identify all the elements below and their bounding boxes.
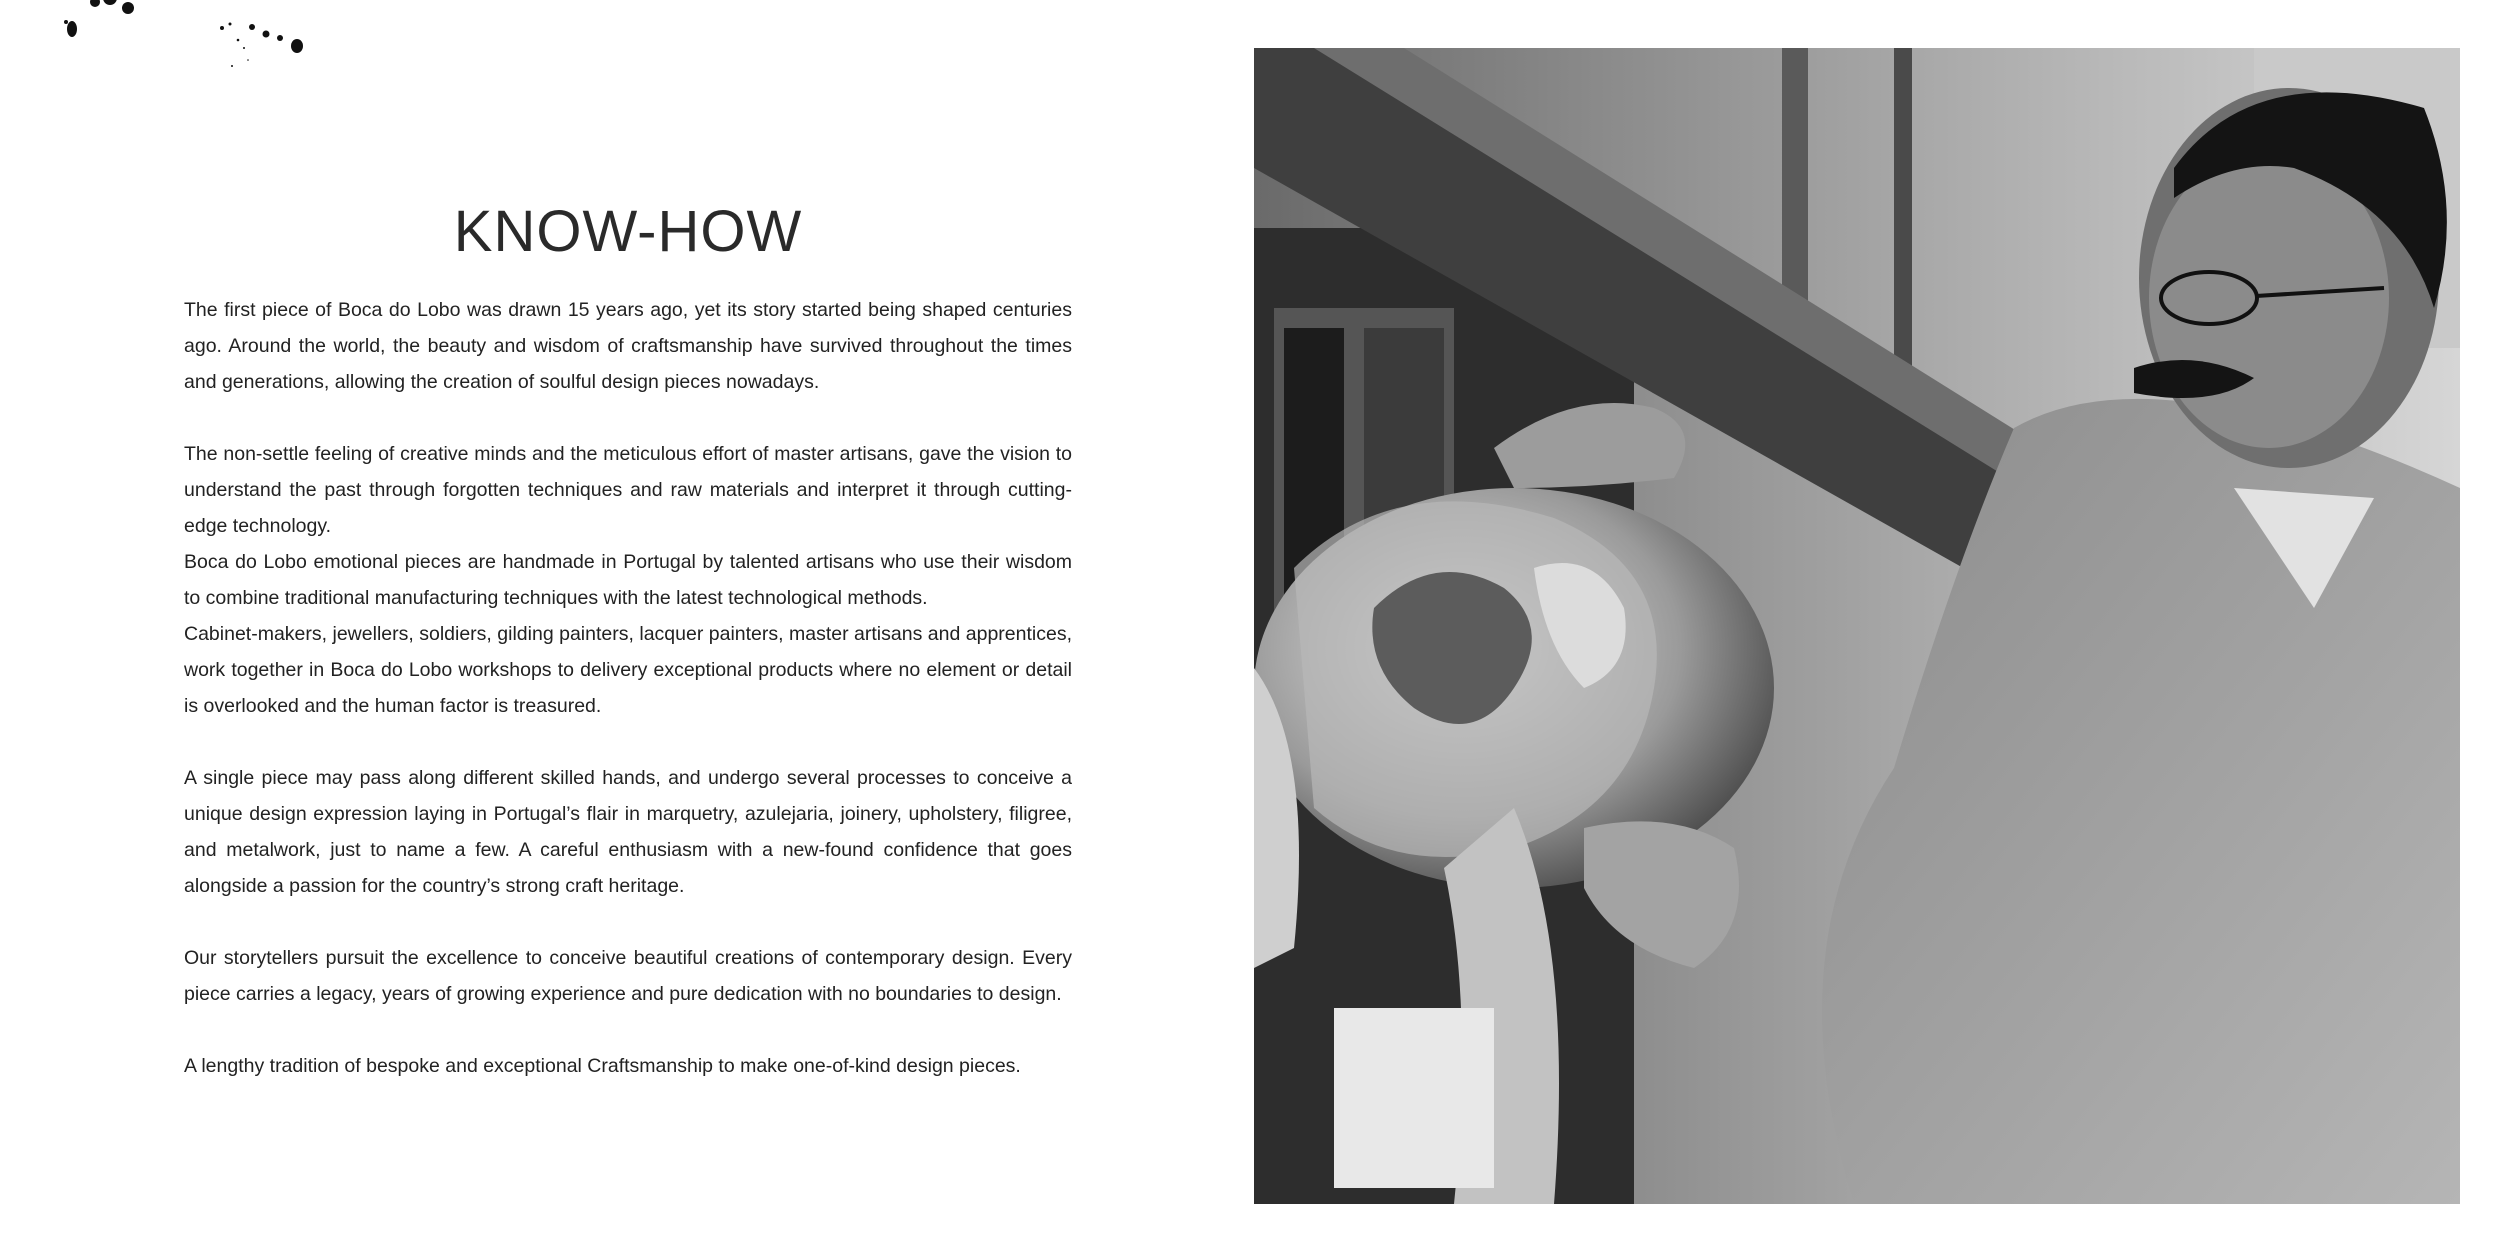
paragraph: A single piece may pass along different skilled hands, and undergo several processes to conceive a unique design expression laying in Portugal’s flair in marquetry, azulejaria, joinery, upholstery, filigree, and metalwork, just to name a few. A careful enthusiasm with a new-found confidence that goes alongside a passion for the country’s strong craft heritage. xyxy=(184,766,1072,897)
artisan-carving-photo xyxy=(1254,48,2460,1204)
paragraph: Boca do Lobo emotional pieces are handmade in Portugal by talented artisans who use their wisdom to combine traditional manufacturing techniques with the latest technological methods. xyxy=(184,550,1072,609)
paragraph: The non-settle feeling of creative minds and the meticulous effort of master artisans, gave the vision to understand the past through forgotten techniques and raw materials and interpret it through cutting-edge technology. xyxy=(184,442,1072,537)
paragraph: Cabinet-makers, jewellers, soldiers, gilding painters, lacquer painters, master artisans and apprentices, work together in Boca do Lobo workshops to delivery exceptional products where no element or detail is overlooked and the human factor is treasured. xyxy=(184,622,1072,717)
paragraph-gap xyxy=(184,1012,1072,1048)
know-how-section xyxy=(184,200,1072,1084)
paragraph-gap xyxy=(184,400,1072,436)
paragraph: The first piece of Boca do Lobo was drawn 15 years ago, yet its story started being shaped centuries ago. Around the world, the beauty and wisdom of craftsmanship have survived throughout the times and generations, allowing the creation of soulful design pieces nowadays. xyxy=(184,298,1072,393)
paragraph: Our storytellers pursuit the excellence to conceive beautiful creations of contemporary design. Every piece carries a legacy, years of growing experience and pure dedication with no boundaries to design. xyxy=(184,946,1072,1005)
paragraph-gap xyxy=(184,904,1072,940)
section-title: KNOW-HOW xyxy=(453,199,803,264)
paragraph: A lengthy tradition of bespoke and exceptional Craftsmanship to make one-of-kind design pieces. xyxy=(184,1054,1021,1077)
paragraph-gap xyxy=(184,724,1072,760)
ink-splatter-logo xyxy=(0,0,320,80)
